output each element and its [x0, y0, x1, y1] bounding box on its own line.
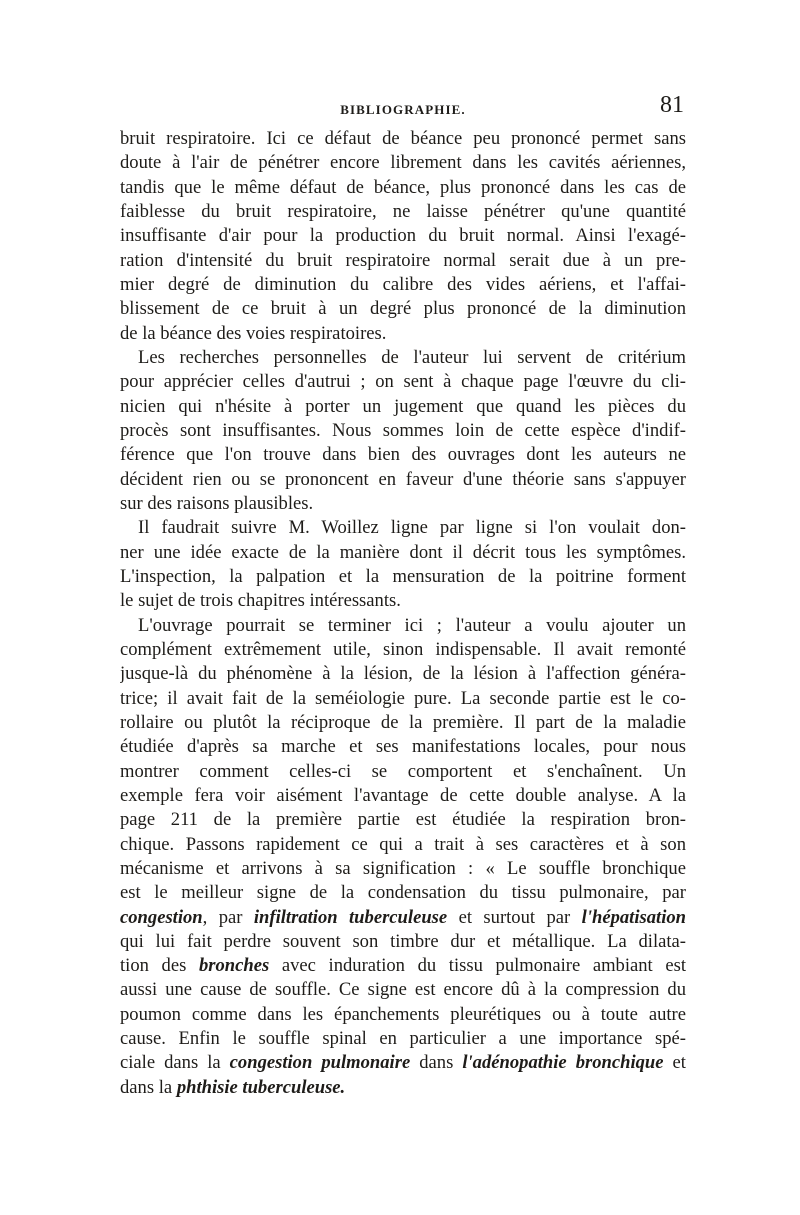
italic-run: infiltration tuberculeuse [253, 906, 448, 928]
header-title: BIBLIOGRAPHIE. [340, 102, 466, 117]
text-line: faiblesse du bruit respiratoire, ne laisse pénétrer qu'une quantité [120, 200, 686, 222]
text-line: doute à l'air de pénétrer encore librement dans les cavités aériennes, [120, 152, 686, 174]
italic-run: l'hépatisation [581, 906, 686, 928]
page-number: 81 [660, 92, 684, 118]
text-line: est le meilleur signe de la condensation du tissu pulmonaire, par [120, 882, 686, 904]
italic-run: congestion [120, 906, 203, 928]
text-line: Les recherches personnelles de l'auteur lui servent de critérium [138, 346, 686, 368]
text-line: blissement de ce bruit à un degré plus prononcé de la diminution [120, 298, 686, 320]
text-line: procès sont insuffisantes. Nous sommes loin de cette espèce d'indif- [120, 419, 686, 441]
text-line: mécanisme et arrivons à sa signification : « Le souffle bronchique [120, 857, 686, 879]
italic-run: congestion pulmonaire [229, 1052, 411, 1074]
text-line: mier degré de diminution du calibre des vides aériens, et l'affai- [120, 273, 686, 295]
text-line: exemple fera voir aisément l'avantage de cette double analyse. A la [120, 784, 686, 806]
text-line: poumon comme dans les épanchements pleurétiques ou à toute autre [120, 1003, 686, 1025]
text-run: , par [202, 906, 254, 928]
text-run: et surtout par [447, 906, 582, 928]
text-line: jusque-là du phénomène à la lésion, de la lésion à l'affection généra- [120, 663, 686, 685]
italic-run: phthisie tuberculeuse. [176, 1076, 346, 1098]
text-run: dans la [120, 1076, 177, 1098]
running-head [122, 92, 684, 120]
text-line: sur des raisons plausibles. [120, 492, 314, 514]
text-line: chique. Passons rapidement ce qui a trait à ses caractères et à son [120, 833, 686, 855]
body-text [120, 127, 686, 1100]
text-line: décident rien ou se prononcent en faveur d'une théorie sans s'appuyer [120, 468, 686, 490]
text-run: dans [410, 1052, 463, 1074]
text-line: aussi une cause de souffle. Ce signe est encore dû à la compression du [120, 979, 686, 1001]
italic-run: l'adénopathie bronchique [462, 1052, 664, 1074]
text-line: trice; il avait fait de la seméiologie pure. La seconde partie est le co- [120, 687, 686, 709]
text-line: étudiée d'après sa marche et ses manifestations locales, pour nous [120, 736, 686, 758]
text-line [120, 1076, 686, 1100]
text-line: ner une idée exacte de la manière dont il décrit tous les symptômes. [120, 541, 686, 563]
text-line [120, 1051, 686, 1075]
text-line: qui lui fait perdre souvent son timbre dur et métallique. La dilata- [120, 930, 686, 952]
text-line: cause. Enfin le souffle spinal en particulier a une importance spé- [120, 1028, 686, 1050]
text-line: montrer comment celles-ci se comportent et s'enchaînent. Un [120, 760, 686, 782]
text-run: ciale dans la [120, 1052, 230, 1074]
text-line: L'ouvrage pourrait se terminer ici ; l'auteur a voulu ajouter un [138, 614, 686, 636]
text-line: rollaire ou plutôt la réciproque de la première. Il part de la maladie [120, 711, 686, 733]
text-run: et [663, 1052, 686, 1074]
text-run: tion des [120, 955, 199, 977]
italic-run: bronches [198, 955, 270, 977]
text-line: ration d'intensité du bruit respiratoire normal serait due à un pre- [120, 249, 686, 271]
text-line: L'inspection, la palpation et la mensuration de la poitrine forment [120, 565, 686, 587]
text-line: pour apprécier celles d'autrui ; on sent à chaque page l'œuvre du cli- [120, 371, 686, 393]
text-line: page 211 de la première partie est étudiée la respiration bron- [120, 809, 686, 831]
text-line: Il faudrait suivre M. Woillez ligne par ligne si l'on voulait don- [138, 517, 686, 539]
text-line: le sujet de trois chapitres intéressants. [120, 590, 401, 612]
text-line [120, 954, 686, 978]
text-line: férence que l'on trouve dans bien des ouvrages dont les auteurs ne [120, 444, 686, 466]
text-line [120, 906, 686, 930]
text-line: bruit respiratoire. Ici ce défaut de béance peu prononcé permet sans [120, 128, 686, 149]
text-line: insuffisante d'air pour la production du bruit normal. Ainsi l'exagé- [120, 225, 686, 247]
text-line: tandis que le même défaut de béance, plus prononcé dans les cas de [120, 176, 686, 198]
text-line: complément extrêmement utile, sinon indispensable. Il avait remonté [120, 638, 686, 660]
text-line: nicien qui n'hésite à porter un jugement que quand les pièces du [120, 395, 686, 417]
text-run: avec induration du tissu pulmonaire ambiant est [269, 955, 686, 977]
text-line: de la béance des voies respiratoires. [120, 322, 387, 344]
